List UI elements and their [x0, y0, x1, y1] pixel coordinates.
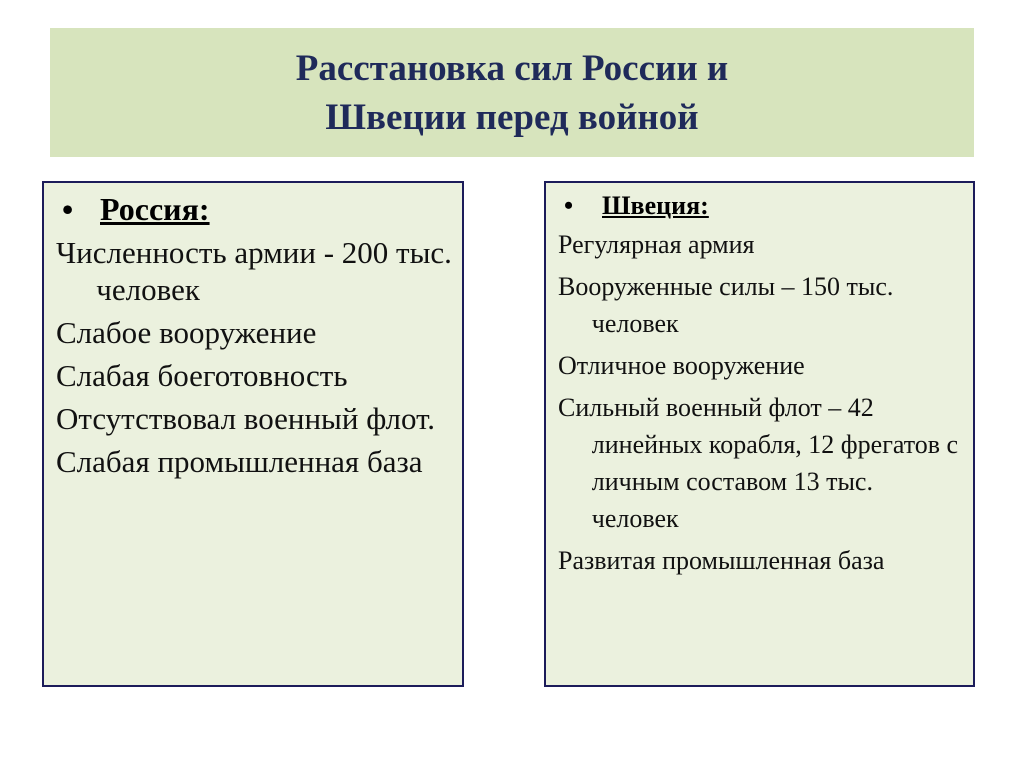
list-item: Регулярная армия	[558, 230, 755, 259]
list-item: Сильный военный флот – 42 линейных корабля, 12 фрегатов с личным составом 13 тыс. человек	[558, 393, 959, 533]
list-item: Развитая промышленная база	[558, 546, 885, 575]
bullet-icon: •	[564, 191, 574, 220]
list-item: Слабое вооружение	[56, 315, 317, 350]
title-line-2: Швеции перед войной	[325, 96, 699, 138]
list-item: Слабая промышленная база	[56, 444, 423, 479]
title-line-1: Расстановка сил России и	[295, 47, 729, 89]
sweden-panel	[544, 181, 975, 687]
list-item: Слабая боеготовность	[56, 358, 348, 393]
slide-title	[50, 28, 974, 157]
bullet-icon: •	[62, 191, 74, 227]
list-item: Отсутствовал военный флот.	[56, 401, 436, 436]
russia-panel	[42, 181, 464, 687]
russia-heading: Россия:	[100, 191, 210, 227]
sweden-heading: Швеция:	[602, 191, 709, 220]
list-item: Вооруженные силы – 150 тыс. человек	[558, 272, 894, 338]
list-item: Численность армии - 200 тыс. человек	[56, 235, 452, 307]
list-item: Отличное вооружение	[558, 351, 805, 380]
